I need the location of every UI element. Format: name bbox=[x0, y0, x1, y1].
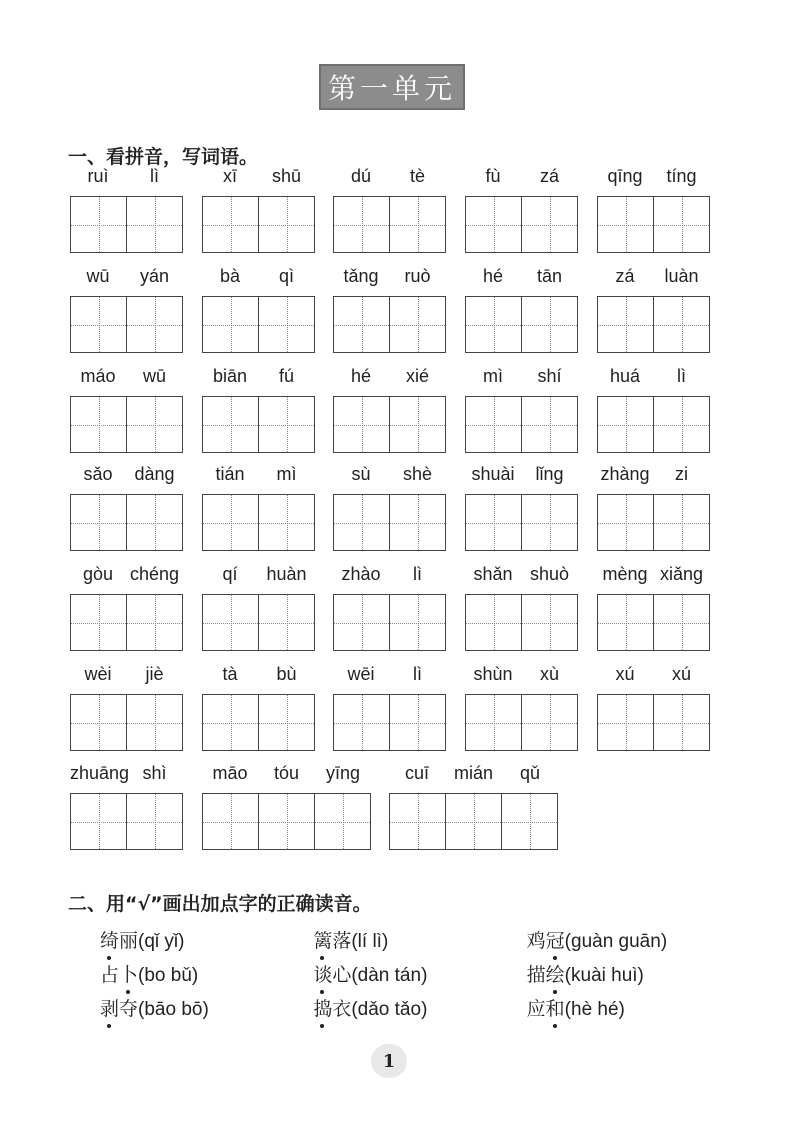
writing-cell[interactable] bbox=[653, 297, 709, 352]
writing-cells bbox=[202, 196, 315, 253]
pronunciation-item[interactable] bbox=[313, 960, 526, 987]
reading-options[interactable]: (bo bǔ) bbox=[138, 964, 199, 986]
writing-cells bbox=[70, 694, 183, 751]
writing-cell[interactable] bbox=[389, 595, 445, 650]
pinyin-label: tíng bbox=[666, 166, 697, 186]
pinyin-label: huá bbox=[609, 366, 641, 386]
writing-cells bbox=[70, 793, 183, 850]
writing-cell[interactable] bbox=[653, 495, 709, 550]
pinyin-label: zhàng bbox=[600, 464, 650, 484]
writing-cell[interactable] bbox=[521, 297, 577, 352]
pronunciation-exercise bbox=[100, 922, 740, 1024]
pronunciation-item[interactable] bbox=[527, 994, 740, 1021]
writing-cell[interactable] bbox=[203, 197, 258, 252]
pinyin-label: hé bbox=[350, 366, 372, 386]
writing-cells bbox=[202, 694, 315, 751]
writing-cell[interactable] bbox=[203, 397, 258, 452]
writing-cells bbox=[597, 694, 710, 751]
pronunciation-item[interactable] bbox=[313, 994, 526, 1021]
writing-cell[interactable] bbox=[466, 297, 521, 352]
pinyin-label: lì bbox=[413, 564, 422, 584]
pinyin-label: wū bbox=[86, 266, 110, 286]
writing-cells bbox=[389, 793, 558, 850]
writing-cells bbox=[70, 494, 183, 551]
writing-cell[interactable] bbox=[598, 397, 653, 452]
writing-cells bbox=[465, 594, 578, 651]
pinyin-label: chéng bbox=[129, 564, 180, 584]
word: 占卜 bbox=[100, 960, 138, 987]
writing-cell[interactable] bbox=[598, 495, 653, 550]
word: 应和 bbox=[527, 994, 565, 1021]
writing-cell[interactable] bbox=[258, 794, 314, 849]
writing-cell[interactable] bbox=[258, 495, 314, 550]
writing-cells bbox=[70, 296, 183, 353]
writing-cells bbox=[333, 594, 446, 651]
writing-cells bbox=[597, 594, 710, 651]
writing-cell[interactable] bbox=[521, 495, 577, 550]
emphasis-dot bbox=[107, 1024, 111, 1028]
writing-cells bbox=[202, 296, 315, 353]
writing-cells bbox=[333, 694, 446, 751]
pinyin-label: biān bbox=[212, 366, 248, 386]
pinyin-label: shuò bbox=[529, 564, 570, 584]
writing-cells bbox=[70, 396, 183, 453]
exercise-row bbox=[100, 956, 740, 990]
writing-cell[interactable] bbox=[521, 197, 577, 252]
exercise-row bbox=[100, 922, 740, 956]
pinyin-label: xié bbox=[405, 366, 429, 386]
word: 篱落 bbox=[313, 926, 351, 953]
writing-cell[interactable] bbox=[466, 695, 521, 750]
word: 鸡冠 bbox=[527, 926, 565, 953]
pinyin-label: máo bbox=[80, 366, 116, 386]
pinyin-label: mì bbox=[276, 464, 297, 484]
pinyin-label: dàng bbox=[134, 464, 175, 484]
writing-cell[interactable] bbox=[258, 695, 314, 750]
writing-cells bbox=[465, 694, 578, 751]
pinyin-label: bù bbox=[276, 664, 297, 684]
pinyin-label: shè bbox=[402, 464, 433, 484]
pronunciation-item[interactable] bbox=[100, 960, 313, 987]
writing-cell[interactable] bbox=[71, 397, 126, 452]
writing-cell[interactable] bbox=[389, 297, 445, 352]
pinyin-label: shuài bbox=[471, 464, 515, 484]
writing-cell[interactable] bbox=[71, 794, 126, 849]
pinyin-label: qǔ bbox=[519, 763, 541, 783]
pinyin-label: qīng bbox=[607, 166, 643, 186]
writing-cell[interactable] bbox=[653, 595, 709, 650]
writing-cell[interactable] bbox=[126, 197, 182, 252]
emphasis-dot bbox=[553, 1024, 557, 1028]
pinyin-label: xī bbox=[222, 166, 237, 186]
pinyin-label: mèng bbox=[602, 564, 648, 584]
writing-cell[interactable] bbox=[334, 397, 389, 452]
pronunciation-item[interactable] bbox=[100, 926, 313, 953]
unit-title: 第一单元 bbox=[327, 72, 456, 105]
pinyin-label: huàn bbox=[266, 564, 307, 584]
writing-cell[interactable] bbox=[653, 695, 709, 750]
writing-cells bbox=[465, 494, 578, 551]
pinyin-label: xiǎng bbox=[659, 564, 704, 584]
pinyin-label: cuī bbox=[404, 763, 429, 783]
pinyin-label: zá bbox=[539, 166, 559, 186]
pinyin-label: shì bbox=[142, 763, 167, 783]
pinyin-label: zhào bbox=[341, 564, 381, 584]
emphasis-dot bbox=[320, 1024, 324, 1028]
writing-cell[interactable] bbox=[258, 397, 314, 452]
writing-cell[interactable] bbox=[71, 595, 126, 650]
exercise-row bbox=[100, 990, 740, 1024]
pronunciation-item[interactable] bbox=[527, 960, 740, 987]
writing-cell[interactable] bbox=[466, 595, 521, 650]
writing-cell[interactable] bbox=[334, 297, 389, 352]
writing-cell[interactable] bbox=[521, 397, 577, 452]
pronunciation-item[interactable] bbox=[527, 926, 740, 953]
pinyin-label: qí bbox=[222, 564, 238, 584]
pinyin-label: shùn bbox=[473, 664, 513, 684]
writing-cell[interactable] bbox=[71, 695, 126, 750]
pinyin-label: tè bbox=[409, 166, 425, 186]
pinyin-label: shí bbox=[537, 366, 562, 386]
writing-cell[interactable] bbox=[258, 297, 314, 352]
page-number-badge bbox=[371, 1044, 407, 1078]
writing-cells bbox=[70, 594, 183, 651]
writing-cell[interactable] bbox=[126, 595, 182, 650]
writing-cell[interactable] bbox=[466, 495, 521, 550]
pinyin-label: ruì bbox=[87, 166, 109, 186]
writing-cells bbox=[202, 396, 315, 453]
writing-cells bbox=[70, 196, 183, 253]
writing-cell[interactable] bbox=[126, 397, 182, 452]
writing-cell[interactable] bbox=[466, 197, 521, 252]
writing-cell[interactable] bbox=[71, 297, 126, 352]
pinyin-label: hé bbox=[482, 266, 504, 286]
writing-cells bbox=[465, 296, 578, 353]
pinyin-label: wèi bbox=[84, 664, 112, 684]
section1-heading: 一、看拼音，写词语。 bbox=[68, 146, 259, 168]
writing-cell[interactable] bbox=[334, 595, 389, 650]
writing-cell[interactable] bbox=[521, 595, 577, 650]
pinyin-label: tóu bbox=[273, 763, 300, 783]
writing-cell[interactable] bbox=[653, 397, 709, 452]
writing-cell[interactable] bbox=[203, 595, 258, 650]
writing-cells bbox=[202, 594, 315, 651]
pinyin-label: xù bbox=[539, 664, 559, 684]
page-number: 1 bbox=[382, 1050, 396, 1072]
reading-options[interactable]: (dàn tán) bbox=[351, 964, 428, 986]
writing-cell[interactable] bbox=[126, 495, 182, 550]
pinyin-label: mián bbox=[453, 763, 493, 783]
writing-cell[interactable] bbox=[258, 595, 314, 650]
writing-cell[interactable] bbox=[71, 495, 126, 550]
pinyin-label: xú bbox=[615, 664, 635, 684]
writing-cell[interactable] bbox=[203, 297, 258, 352]
pinyin-label: zi bbox=[675, 464, 688, 484]
pinyin-label: māo bbox=[212, 763, 248, 783]
word: 谈心 bbox=[313, 960, 351, 987]
pinyin-label: luàn bbox=[664, 266, 699, 286]
writing-cell[interactable] bbox=[653, 197, 709, 252]
pinyin-label: xú bbox=[671, 664, 691, 684]
pronunciation-item[interactable] bbox=[313, 926, 526, 953]
writing-cell[interactable] bbox=[389, 397, 445, 452]
writing-cells bbox=[202, 793, 371, 850]
reading-options[interactable]: (bāo bō) bbox=[138, 998, 209, 1020]
writing-cell[interactable] bbox=[445, 794, 501, 849]
writing-cell[interactable] bbox=[389, 495, 445, 550]
writing-cell[interactable] bbox=[466, 397, 521, 452]
pinyin-label: fù bbox=[485, 166, 501, 186]
reading-options[interactable]: (lí lì) bbox=[351, 930, 389, 952]
word: 绮丽 bbox=[100, 926, 138, 953]
writing-cells bbox=[333, 396, 446, 453]
writing-cells bbox=[465, 196, 578, 253]
writing-cell[interactable] bbox=[314, 794, 370, 849]
pinyin-label: zá bbox=[615, 266, 635, 286]
pinyin-label: lì bbox=[677, 366, 686, 386]
writing-cell[interactable] bbox=[203, 695, 258, 750]
pinyin-label: wēi bbox=[347, 664, 375, 684]
writing-cells bbox=[333, 494, 446, 551]
writing-cell[interactable] bbox=[389, 197, 445, 252]
pinyin-label: mì bbox=[483, 366, 503, 386]
reading-options[interactable]: (qǐ yǐ) bbox=[138, 930, 185, 952]
pinyin-label: gòu bbox=[82, 564, 114, 584]
pinyin-label: fú bbox=[278, 366, 294, 386]
pronunciation-item[interactable] bbox=[100, 994, 313, 1021]
pinyin-label: shū bbox=[271, 166, 302, 186]
pinyin-label: lì bbox=[413, 664, 422, 684]
writing-cells bbox=[333, 296, 446, 353]
writing-cell[interactable] bbox=[598, 297, 653, 352]
writing-cell[interactable] bbox=[334, 495, 389, 550]
writing-cell[interactable] bbox=[598, 595, 653, 650]
pinyin-label: zhuāng bbox=[70, 763, 130, 783]
word: 剥夺 bbox=[100, 994, 138, 1021]
reading-options[interactable]: (dǎo tǎo) bbox=[351, 998, 428, 1020]
pinyin-label: jiè bbox=[145, 664, 164, 684]
writing-cells bbox=[597, 296, 710, 353]
pinyin-label: lì bbox=[150, 166, 159, 186]
pinyin-label: tān bbox=[536, 266, 563, 286]
writing-cells bbox=[333, 196, 446, 253]
writing-cell[interactable] bbox=[389, 695, 445, 750]
pinyin-label: sǎo bbox=[83, 464, 113, 484]
reading-options[interactable]: (guàn guān) bbox=[564, 930, 668, 952]
writing-cell[interactable] bbox=[258, 197, 314, 252]
reading-options[interactable]: (hè hé) bbox=[564, 998, 625, 1020]
pinyin-label: tián bbox=[215, 464, 245, 484]
pinyin-label: yīng bbox=[325, 763, 361, 783]
writing-cell[interactable] bbox=[126, 297, 182, 352]
writing-cell[interactable] bbox=[203, 495, 258, 550]
pinyin-label: ruò bbox=[404, 266, 431, 286]
pinyin-label: dú bbox=[350, 166, 372, 186]
pinyin-label: tǎng bbox=[343, 266, 379, 286]
reading-options[interactable]: (kuài huì) bbox=[564, 964, 644, 986]
writing-cell[interactable] bbox=[71, 197, 126, 252]
writing-cells bbox=[202, 494, 315, 551]
writing-cells bbox=[597, 196, 710, 253]
section2-heading: 二、用“√”画出加点字的正确读音。 bbox=[68, 893, 372, 915]
writing-cell[interactable] bbox=[203, 794, 258, 849]
writing-cell[interactable] bbox=[501, 794, 557, 849]
writing-cell[interactable] bbox=[126, 794, 182, 849]
writing-cell[interactable] bbox=[126, 695, 182, 750]
pinyin-label: shǎn bbox=[473, 564, 513, 584]
pinyin-label: tà bbox=[222, 664, 238, 684]
writing-cell[interactable] bbox=[390, 794, 445, 849]
writing-cell[interactable] bbox=[334, 695, 389, 750]
writing-cell[interactable] bbox=[598, 197, 653, 252]
pinyin-label: sù bbox=[351, 464, 371, 484]
pinyin-label: qì bbox=[278, 266, 294, 286]
writing-cells bbox=[597, 494, 710, 551]
pinyin-label: bà bbox=[219, 266, 241, 286]
writing-cell[interactable] bbox=[521, 695, 577, 750]
writing-cells bbox=[465, 396, 578, 453]
word: 描绘 bbox=[527, 960, 565, 987]
pinyin-label: lǐng bbox=[535, 464, 564, 484]
writing-cell[interactable] bbox=[598, 695, 653, 750]
pinyin-label: wū bbox=[142, 366, 166, 386]
word: 捣衣 bbox=[313, 994, 351, 1021]
writing-cell[interactable] bbox=[334, 197, 389, 252]
writing-cells bbox=[597, 396, 710, 453]
pinyin-label: yán bbox=[139, 266, 170, 286]
